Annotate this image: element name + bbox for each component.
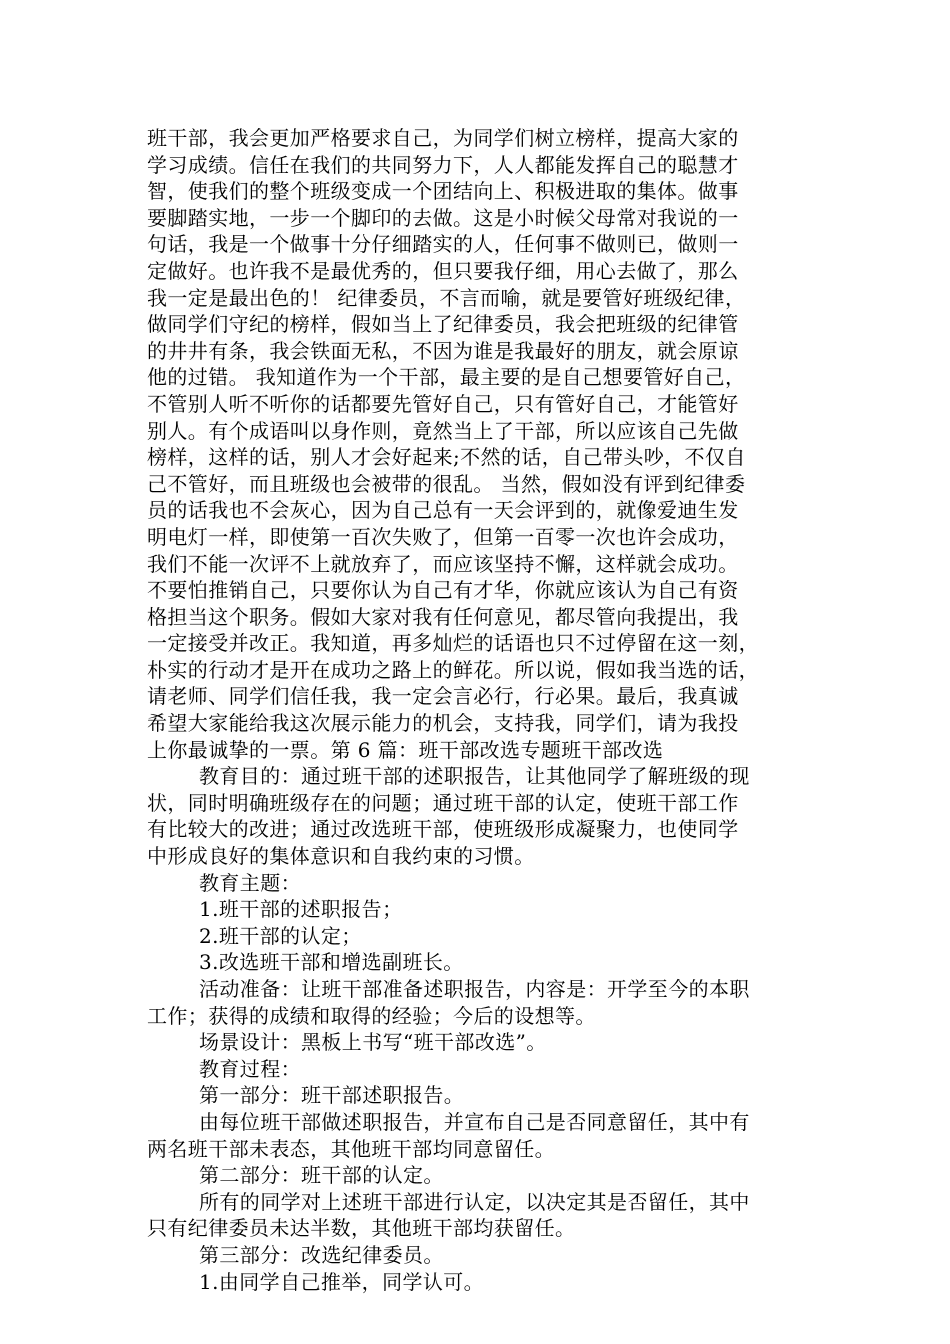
- document-body: [147, 125, 807, 1295]
- text-line: 榜样，这样的话，别人才会好起来;不然的话，自己带头吵，不仅自: [147, 445, 746, 470]
- text-line: 所有的同学对上述班干部进行认定，以决定其是否留任，其中: [199, 1189, 750, 1214]
- text-line: 场景设计：黑板上书写“班干部改选”。: [199, 1030, 547, 1055]
- text-line: 由每位班干部做述职报告，并宣布自己是否同意留任，其中有: [199, 1109, 750, 1134]
- text-line: 做同学们守纪的榜样，假如当上了纪律委员，我会把班级的纪律管: [147, 312, 739, 337]
- text-line: 第二部分：班干部的认定。: [199, 1163, 444, 1188]
- text-line: 他的过错。 我知道作为一个干部，最主要的是自己想要管好自己，: [147, 365, 746, 390]
- text-line: 明电灯一样，即使第一百次失败了，但第一百零一次也许会成功，: [147, 524, 739, 549]
- text-line: 第一部分：班干部述职报告。: [199, 1083, 465, 1108]
- text-line: 教育主题：: [199, 870, 301, 895]
- text-line: 己不管好，而且班级也会被带的很乱。 当然，假如没有评到纪律委: [147, 471, 746, 496]
- text-line: 教育过程：: [199, 1056, 301, 1081]
- text-line: 别人。有个成语叫以身作则，竟然当上了干部，所以应该自己先做: [147, 418, 739, 443]
- text-line: 状，同时明确班级存在的问题；通过班干部的认定，使班干部工作: [147, 790, 739, 815]
- text-line: 第三部分：改选纪律委员。: [199, 1242, 444, 1267]
- text-line: 班干部，我会更加严格要求自己，为同学们树立榜样，提高大家的: [147, 126, 739, 150]
- text-line: 活动准备：让班干部准备述职报告，内容是：开学至今的本职: [199, 977, 750, 1001]
- text-line: 我一定是最出色的！ 纪律委员，不言而喻，就是要管好班级纪律，: [147, 285, 746, 310]
- text-line: 中形成良好的集体意识和自我约束的习惯。: [147, 844, 535, 869]
- text-line: 学习成绩。信任在我们的共同努力下，人人都能发挥自己的聪慧才: [147, 152, 739, 177]
- text-line: 只有纪律委员未达半数，其他班干部均获留任。: [147, 1216, 576, 1241]
- text-line: 工作；获得的成绩和取得的经验；今后的设想等。: [147, 1003, 596, 1028]
- text-line: 句话，我是一个做事十分仔细踏实的人，任何事不做则已，做则一: [147, 232, 739, 257]
- text-line: 两名班干部未表态，其他班干部均同意留任。: [147, 1136, 555, 1161]
- text-line: 员的话我也不会灰心，因为自己总有一天会评到的，就像爱迪生发: [147, 498, 739, 523]
- text-line: 不管别人听不听你的话都要先管好自己，只有管好自己，才能管好: [147, 391, 739, 416]
- text-line: 3.改选班干部和增选副班长。: [199, 950, 464, 975]
- text-line: 希望大家能给我这次展示能力的机会，支持我，同学们，请为我投: [147, 711, 739, 736]
- text-line: 1.由同学自己推举，同学认可。: [199, 1269, 485, 1294]
- text-line: 要脚踏实地，一步一个脚印的去做。这是小时候父母常对我说的一: [147, 205, 739, 230]
- text-line: 的井井有条，我会铁面无私，不因为谁是我最好的朋友，就会原谅: [147, 338, 739, 363]
- text-line: 定做好。也许我不是最优秀的，但只要我仔细，用心去做了，那么: [147, 258, 739, 283]
- text-line: 我们不能一次评不上就放弃了，而应该坚持不懈，这样就会成功。: [147, 551, 739, 576]
- text-line: 朴实的行动才是开在成功之路上的鲜花。所以说，假如我当选的话，: [147, 657, 759, 682]
- text-line: 智，使我们的整个班级变成一个团结向上、积极进取的集体。做事: [147, 179, 739, 204]
- text-line: 1.班干部的述职报告；: [199, 897, 403, 922]
- text-line: 上你最诚挚的一票。第 6 篇：班干部改选专题班干部改选: [147, 737, 664, 762]
- text-line: 有比较大的改进；通过改选班干部，使班级形成凝聚力，也使同学: [147, 817, 739, 842]
- text-line: 教育目的：通过班干部的述职报告，让其他同学了解班级的现: [199, 764, 750, 789]
- text-line: 不要怕推销自己，只要你认为自己有才华，你就应该认为自己有资: [147, 578, 739, 603]
- text-line: 格担当这个职务。假如大家对我有任何意见，都尽管向我提出，我: [147, 604, 739, 629]
- text-line: 2.班干部的认定；: [199, 923, 362, 948]
- text-line: 一定接受并改正。我知道，再多灿烂的话语也只不过停留在这一刻，: [147, 631, 759, 656]
- text-line: 请老师、同学们信任我，我一定会言必行，行必果。最后，我真诚: [147, 684, 739, 709]
